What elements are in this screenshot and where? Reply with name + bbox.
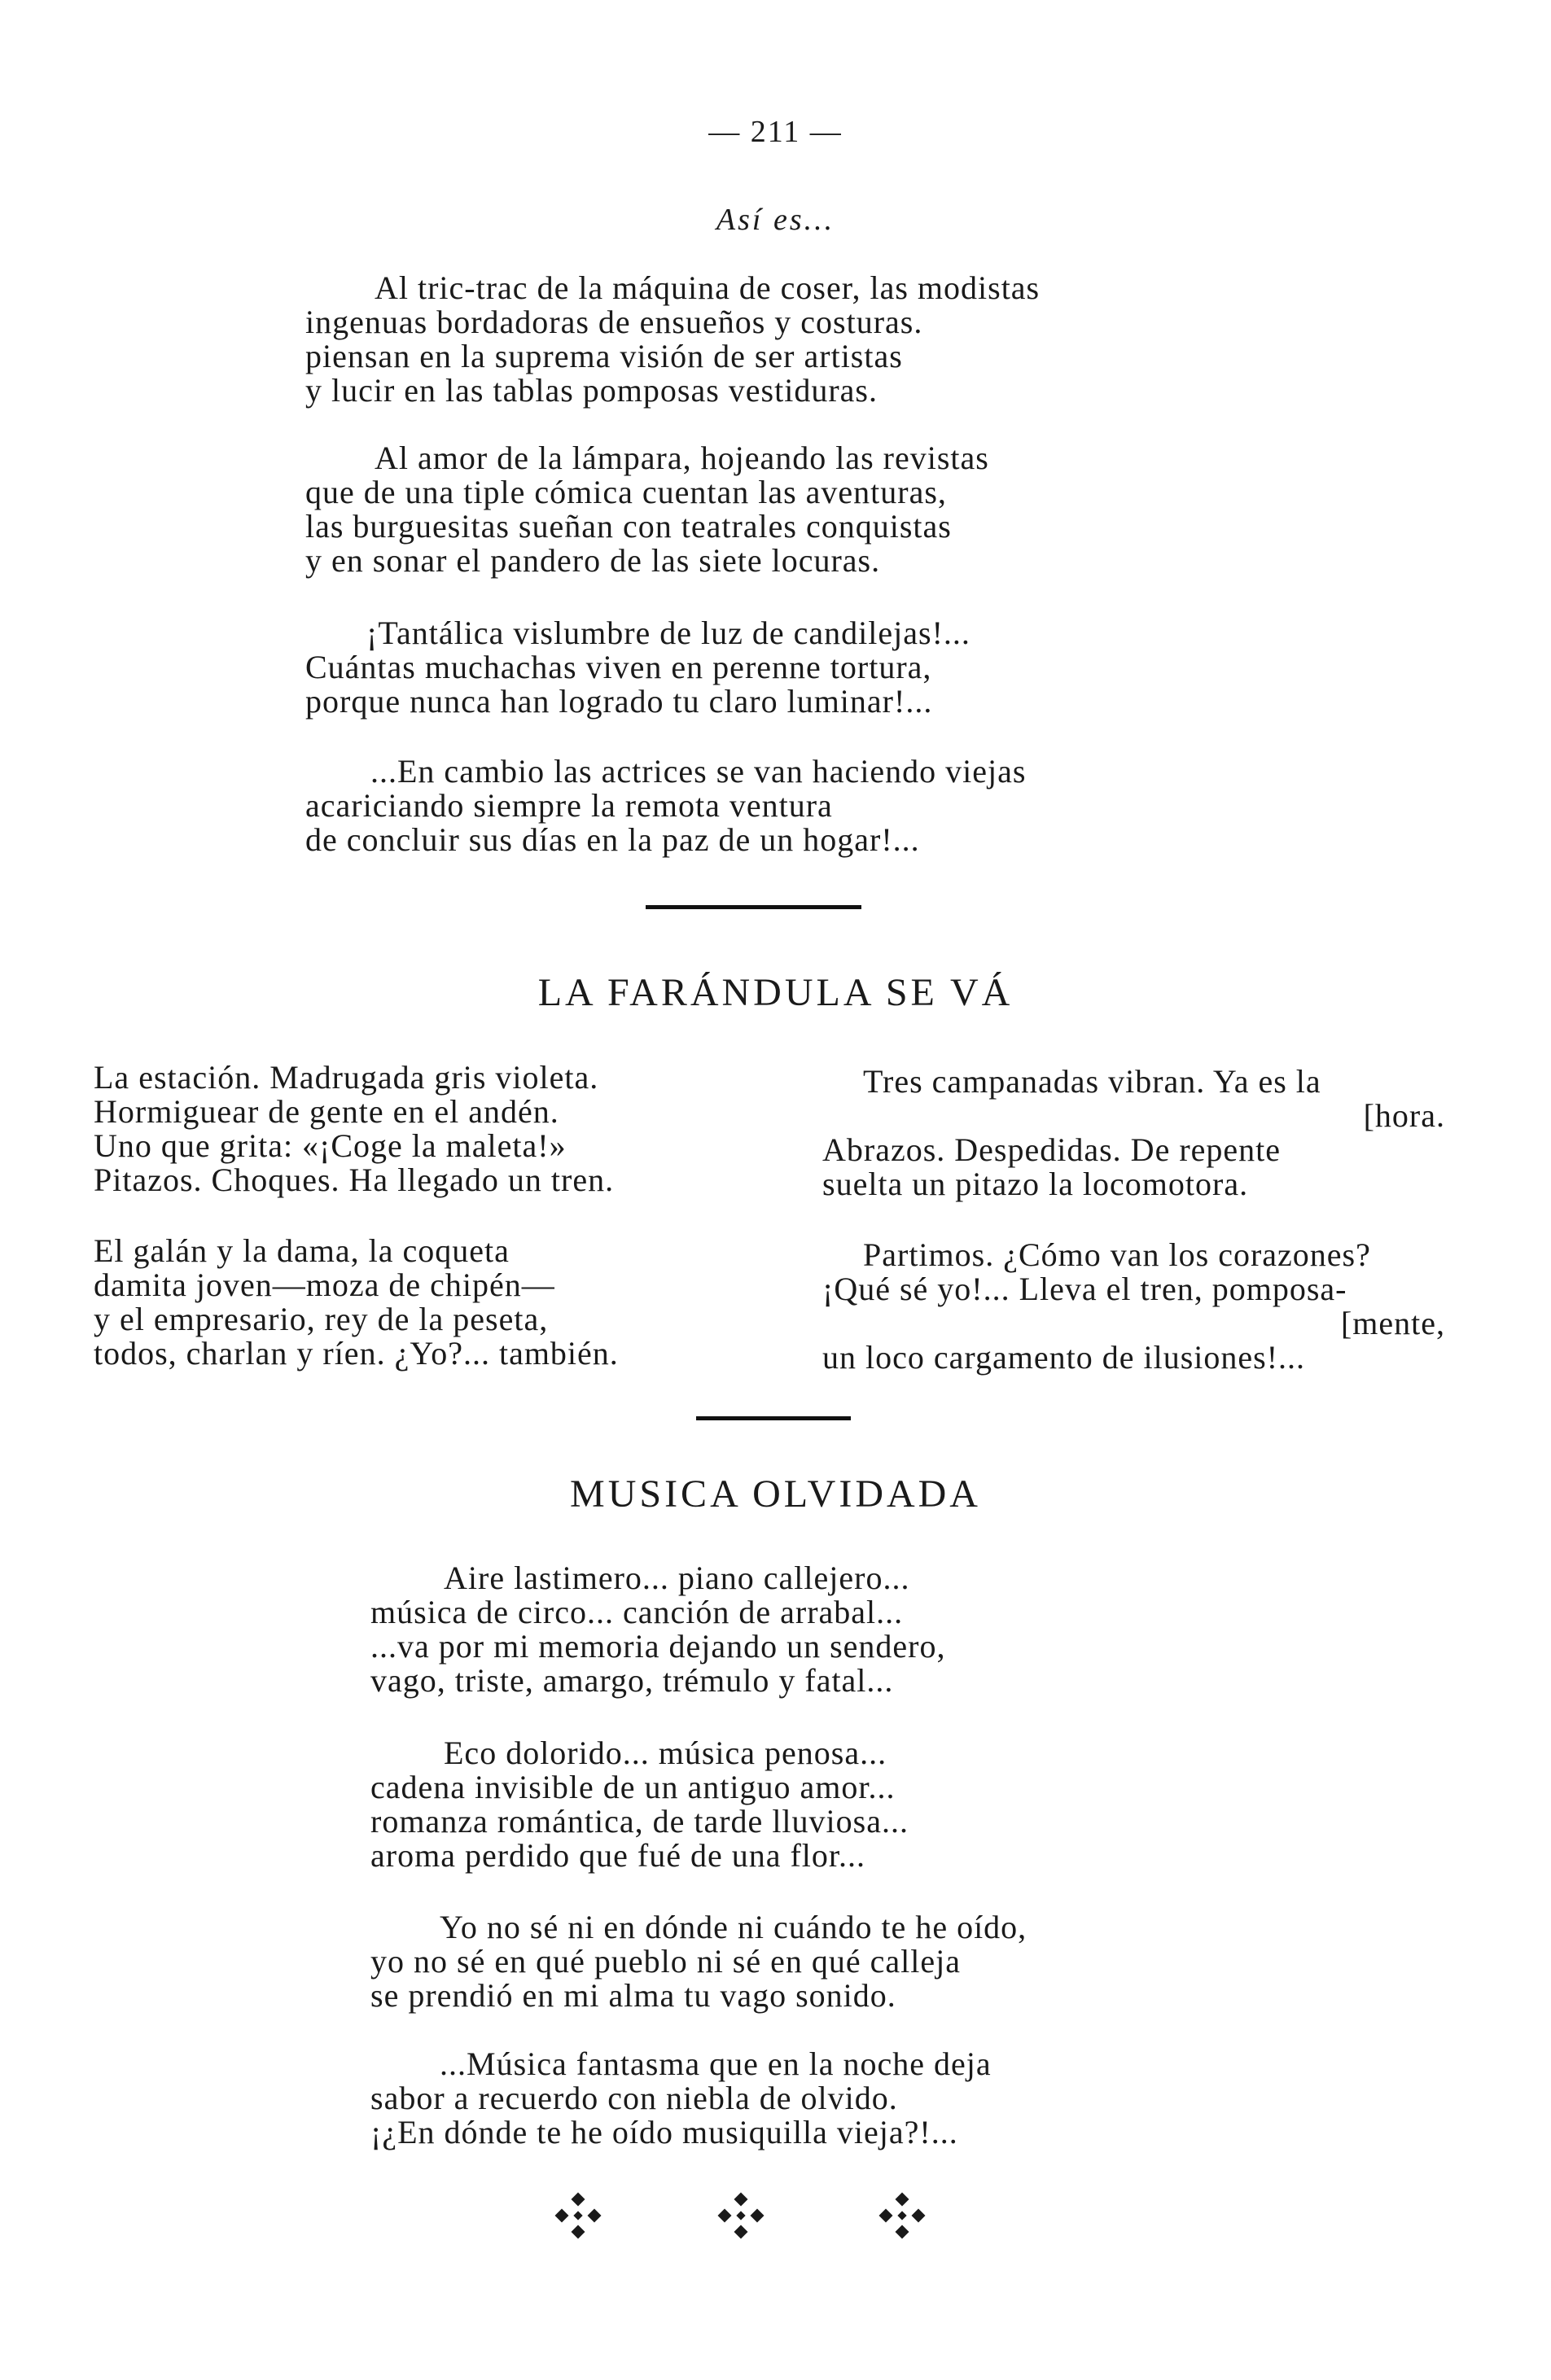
verse-line: un loco cargamento de ilusiones!... bbox=[822, 1339, 1306, 1376]
verse-line: piensan en la suprema visión de ser artistas bbox=[305, 338, 903, 374]
verse-line-continuation: [hora. bbox=[1363, 1097, 1445, 1134]
verse-line: ¡Qué sé yo!... Lleva el tren, pomposa- bbox=[822, 1271, 1347, 1307]
verse-line: Partimos. ¿Cómo van los corazones? bbox=[863, 1236, 1371, 1273]
verse-line: ¡Tantálica vislumbre de luz de candilejas!... bbox=[366, 615, 970, 651]
verse-line: todos, charlan y ríen. ¿Yo?... también. bbox=[94, 1335, 619, 1372]
verse-line: Pitazos. Choques. Ha llegado un tren. bbox=[94, 1162, 615, 1198]
verse-line: las burguesitas sueñan con teatrales conquistas bbox=[305, 508, 952, 545]
poem3-stanza-3 bbox=[370, 1910, 1027, 2013]
poem2-right-stanza-1 bbox=[822, 1065, 1457, 1201]
verse-line: damita joven—moza de chipén— bbox=[94, 1267, 555, 1303]
poem1-stanza-1 bbox=[305, 271, 1040, 408]
poem2-title: LA FARÁNDULA SE VÁ bbox=[537, 971, 1014, 1014]
verse-line: aroma perdido que fué de una flor... bbox=[370, 1837, 866, 1874]
verse-line-continuation: [mente, bbox=[1340, 1305, 1445, 1341]
diamond-ornament-icon bbox=[878, 2191, 927, 2240]
verse-line: Yo no sé ni en dónde ni cuándo te he oído, bbox=[440, 1909, 1027, 1945]
verse-line: y el empresario, rey de la peseta, bbox=[94, 1301, 549, 1337]
verse-line: de concluir sus días en la paz de un hogar!... bbox=[305, 821, 920, 858]
page-number: — 211 — bbox=[708, 115, 843, 149]
poem1-stanza-3 bbox=[305, 616, 970, 719]
verse-line: se prendió en mi alma tu vago sonido. bbox=[370, 1977, 896, 2014]
poem1-stanza-4 bbox=[305, 755, 1026, 857]
verse-line: ingenuas bordadoras de ensueños y costuras. bbox=[305, 304, 923, 340]
poem3-stanza-2 bbox=[370, 1736, 909, 1873]
verse-line: La estación. Madrugada gris violeta. bbox=[94, 1059, 599, 1096]
diamond-ornament-icon bbox=[716, 2191, 765, 2240]
diamond-ornament-icon bbox=[554, 2191, 602, 2240]
verse-line: Aire lastimero... piano callejero... bbox=[444, 1560, 910, 1596]
verse-line: porque nunca han logrado tu claro luminar!... bbox=[305, 683, 933, 720]
ornament-row bbox=[0, 2191, 1551, 2240]
verse-line: ...Música fantasma que en la noche deja bbox=[440, 2045, 992, 2082]
verse-line: vago, triste, amargo, trémulo y fatal... bbox=[370, 1662, 894, 1699]
verse-line: y en sonar el pandero de las siete locuras. bbox=[305, 542, 881, 579]
poem-epigraph: Así es... bbox=[716, 203, 835, 237]
poem2-left-stanza-2 bbox=[94, 1234, 745, 1371]
poem3-stanza-4 bbox=[370, 2047, 992, 2150]
verse-line: ¡¿En dónde te he oído musiquilla vieja?!... bbox=[370, 2114, 958, 2150]
verse-line: Uno que grita: «¡Coge la maleta!» bbox=[94, 1127, 567, 1164]
verse-line: ...va por mi memoria dejando un sendero, bbox=[370, 1628, 946, 1665]
poem1-stanza-2 bbox=[305, 441, 989, 578]
verse-line: música de circo... canción de arrabal... bbox=[370, 1594, 904, 1630]
verse-line: Eco dolorido... música penosa... bbox=[444, 1735, 887, 1771]
verse-line: acariciando siempre la remota ventura bbox=[305, 787, 833, 824]
section-divider bbox=[646, 905, 861, 909]
verse-line: El galán y la dama, la coqueta bbox=[94, 1232, 510, 1269]
verse-line: cadena invisible de un antiguo amor... bbox=[370, 1769, 896, 1805]
poem2-right-column bbox=[822, 1065, 1457, 1411]
verse-line: romanza romántica, de tarde lluviosa... bbox=[370, 1803, 909, 1840]
verse-line: suelta un pitazo la locomotora. bbox=[822, 1166, 1249, 1202]
verse-line: Abrazos. Despedidas. De repente bbox=[822, 1131, 1282, 1168]
poem3-stanza-1 bbox=[370, 1561, 945, 1698]
poem2-left-stanza-1 bbox=[94, 1061, 745, 1197]
verse-line: Hormiguear de gente en el andén. bbox=[94, 1093, 559, 1130]
verse-line: Cuántas muchachas viven en perenne tortura, bbox=[305, 649, 932, 685]
verse-line: que de una tiple cómica cuentan las aventuras, bbox=[305, 474, 947, 510]
poem3-title: MUSICA OLVIDADA bbox=[570, 1472, 981, 1516]
verse-line: Al amor de la lámpara, hojeando las revistas bbox=[375, 440, 989, 476]
poem2-left-column bbox=[94, 1061, 745, 1407]
verse-line: yo no sé en qué pueblo ni sé en qué calleja bbox=[370, 1943, 961, 1980]
verse-line: sabor a recuerdo con niebla de olvido. bbox=[370, 2080, 898, 2116]
verse-line: Al tric-trac de la máquina de coser, las modistas bbox=[375, 269, 1041, 306]
verse-line: y lucir en las tablas pomposas vestiduras. bbox=[305, 372, 878, 409]
poem2-right-stanza-2 bbox=[822, 1238, 1457, 1375]
verse-line: Tres campanadas vibran. Ya es la bbox=[863, 1063, 1321, 1100]
verse-line: ...En cambio las actrices se van haciendo viejas bbox=[370, 753, 1027, 790]
section-divider bbox=[696, 1416, 851, 1420]
